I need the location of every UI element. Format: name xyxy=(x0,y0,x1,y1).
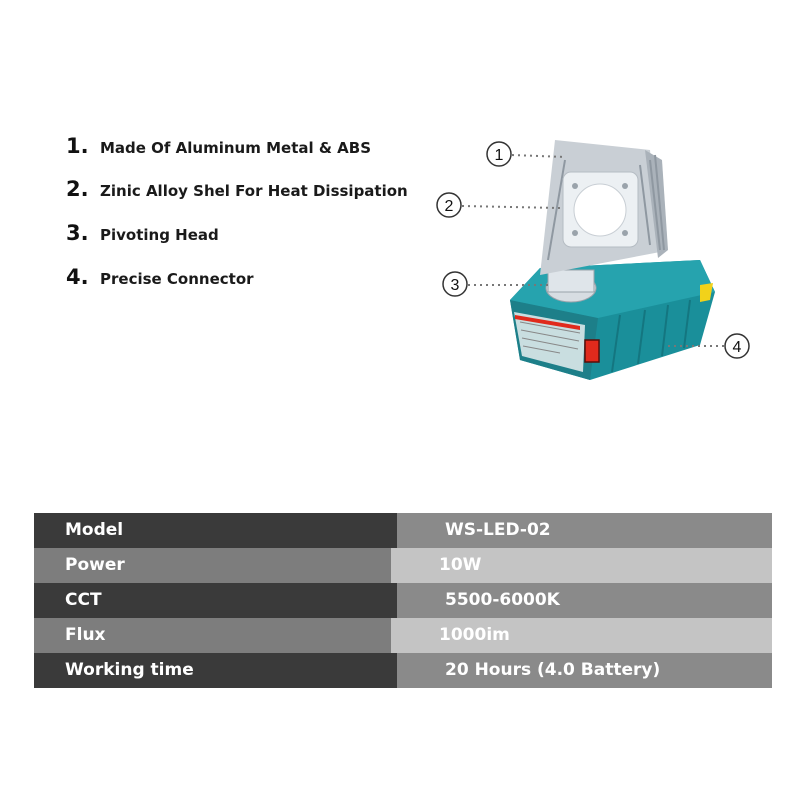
callout-2 xyxy=(437,193,560,217)
callout-label: 1 xyxy=(494,147,504,164)
spec-label: CCT xyxy=(34,583,397,618)
table-row xyxy=(34,618,772,653)
pivot-joint xyxy=(546,270,596,302)
led-lens xyxy=(574,184,626,236)
spec-value: 20 Hours (4.0 Battery) xyxy=(397,653,772,688)
feature-item xyxy=(66,177,408,201)
callout-label: 2 xyxy=(444,198,454,215)
feature-item xyxy=(66,221,219,245)
feature-number: 1. xyxy=(66,134,89,158)
spec-label: Model xyxy=(34,513,397,548)
feature-number: 3. xyxy=(66,221,89,245)
table-row xyxy=(34,583,772,618)
feature-text: Precise Connector xyxy=(100,270,254,288)
spec-value: 5500-6000K xyxy=(397,583,772,618)
feature-number: 4. xyxy=(66,265,89,289)
table-row xyxy=(34,653,772,688)
spec-label: Working time xyxy=(34,653,397,688)
spec-value: 10W xyxy=(391,548,772,583)
spec-table xyxy=(34,513,772,688)
spec-label: Power xyxy=(34,548,391,583)
callout-label: 3 xyxy=(450,277,460,294)
battery-adapter-body xyxy=(510,260,715,380)
feature-item xyxy=(66,265,254,289)
feature-text: Made Of Aluminum Metal & ABS xyxy=(100,139,371,157)
spec-label: Flux xyxy=(34,618,391,653)
feature-text: Pivoting Head xyxy=(100,226,219,244)
feature-number: 2. xyxy=(66,177,89,201)
feature-item xyxy=(66,134,371,158)
spec-value: 1000im xyxy=(391,618,772,653)
spec-value: WS-LED-02 xyxy=(397,513,772,548)
table-row xyxy=(34,513,772,548)
table-row xyxy=(34,548,772,583)
callout-label: 4 xyxy=(732,339,742,356)
power-switch xyxy=(585,340,599,362)
product-illustration xyxy=(430,130,760,390)
feature-text: Zinic Alloy Shel For Heat Dissipation xyxy=(100,182,408,200)
